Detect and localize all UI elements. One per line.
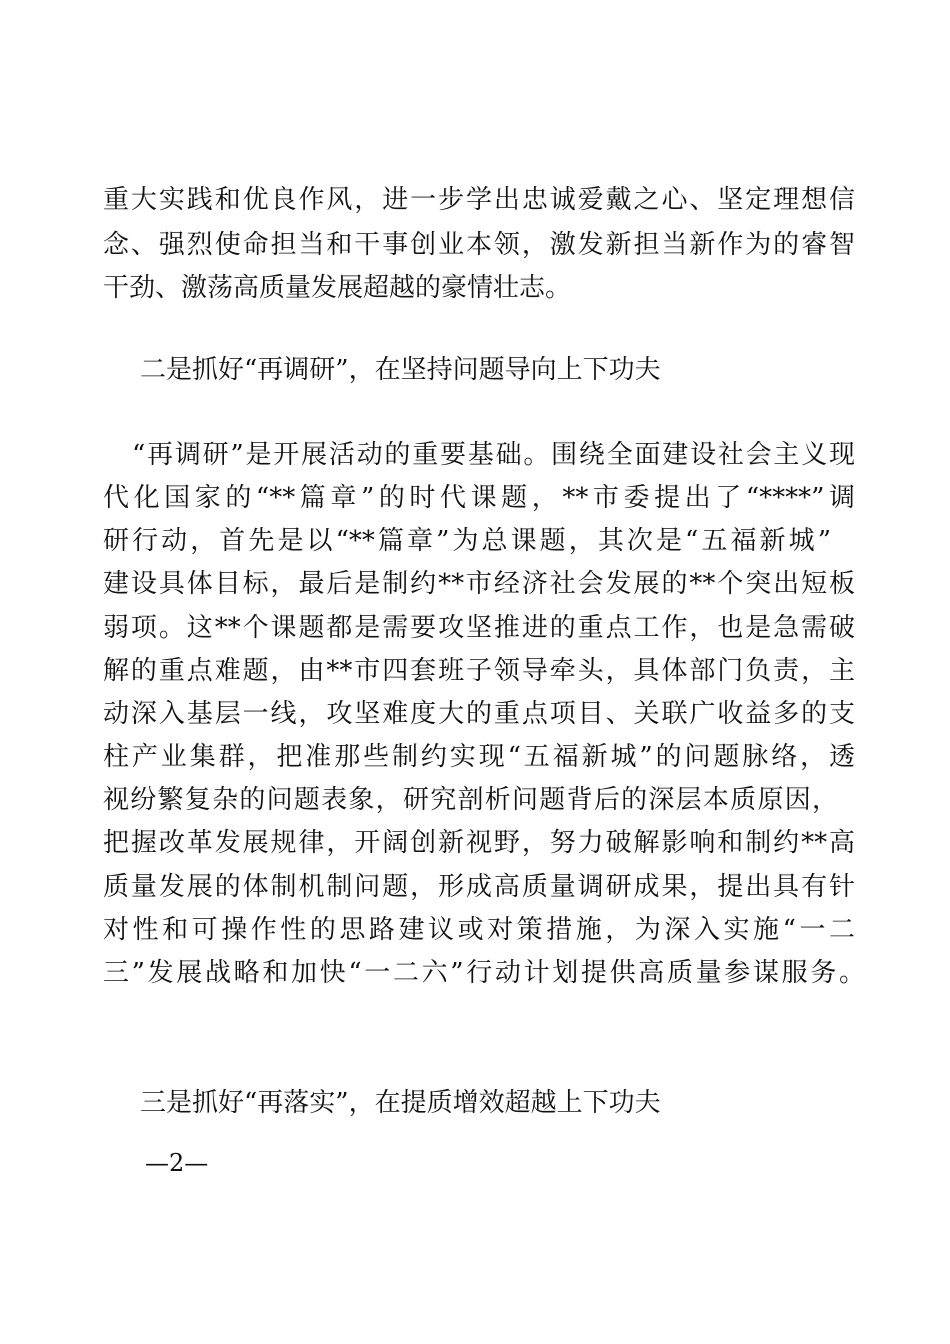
body-text-line: 研行动，首先是以“**篇章”为总课题，其次是“五福新城” xyxy=(103,526,831,556)
section-heading: 三是抓好“再落实”，在提质增效超越上下功夫 xyxy=(140,1088,661,1118)
body-text-line: 视纷繁复杂的问题表象，研究剖析问题背后的深层本质原因， xyxy=(103,785,838,815)
body-text-line: 重大实践和优良作风，进一步学出忠诚爱戴之心、坚定理想信 xyxy=(103,185,855,215)
body-text-line: 建设具体目标，最后是制约**市经济社会发展的**个突出短板 xyxy=(103,569,855,599)
body-text-line: 念、强烈使命担当和干事创业本领，激发新担当新作为的睿智 xyxy=(103,230,855,260)
body-text-line: 解的重点难题，由**市四套班子领导牵头，具体部门负责，主 xyxy=(103,656,855,686)
body-text-line: 三”发展战略和加快“一二六”行动计划提供高质量参谋服务。 xyxy=(103,958,865,988)
body-text-line: 把握改革发展规律，开阔创新视野，努力破解影响和制约**高 xyxy=(103,828,855,858)
body-text-line: 代化国家的“**篇章”的时代课题，**市委提出了“****”调 xyxy=(103,483,855,513)
body-text-line: 柱产业集群，把准那些制约实现“五福新城”的问题脉络，透 xyxy=(103,742,855,772)
section-heading: 二是抓好“再调研”，在坚持问题导向上下功夫 xyxy=(140,355,661,385)
body-text-line: 动深入基层一线，攻坚难度大的重点项目、关联广收益多的支 xyxy=(103,699,855,729)
body-text-line: 质量发展的体制机制问题，形成高质量调研成果，提出具有针 xyxy=(103,872,855,902)
body-text-line: 对性和可操作性的思路建议或对策措施，为深入实施“一二 xyxy=(103,915,855,945)
body-text-line: 干劲、激荡高质量发展超越的豪情壮志。 xyxy=(103,273,572,303)
body-text-line: “再调研”是开展活动的重要基础。围绕全面建设社会主义现 xyxy=(132,440,855,470)
body-text-line: 弱项。这**个课题都是需要攻坚推进的重点工作，也是急需破 xyxy=(103,613,855,643)
page-number: —2— xyxy=(145,1149,209,1177)
